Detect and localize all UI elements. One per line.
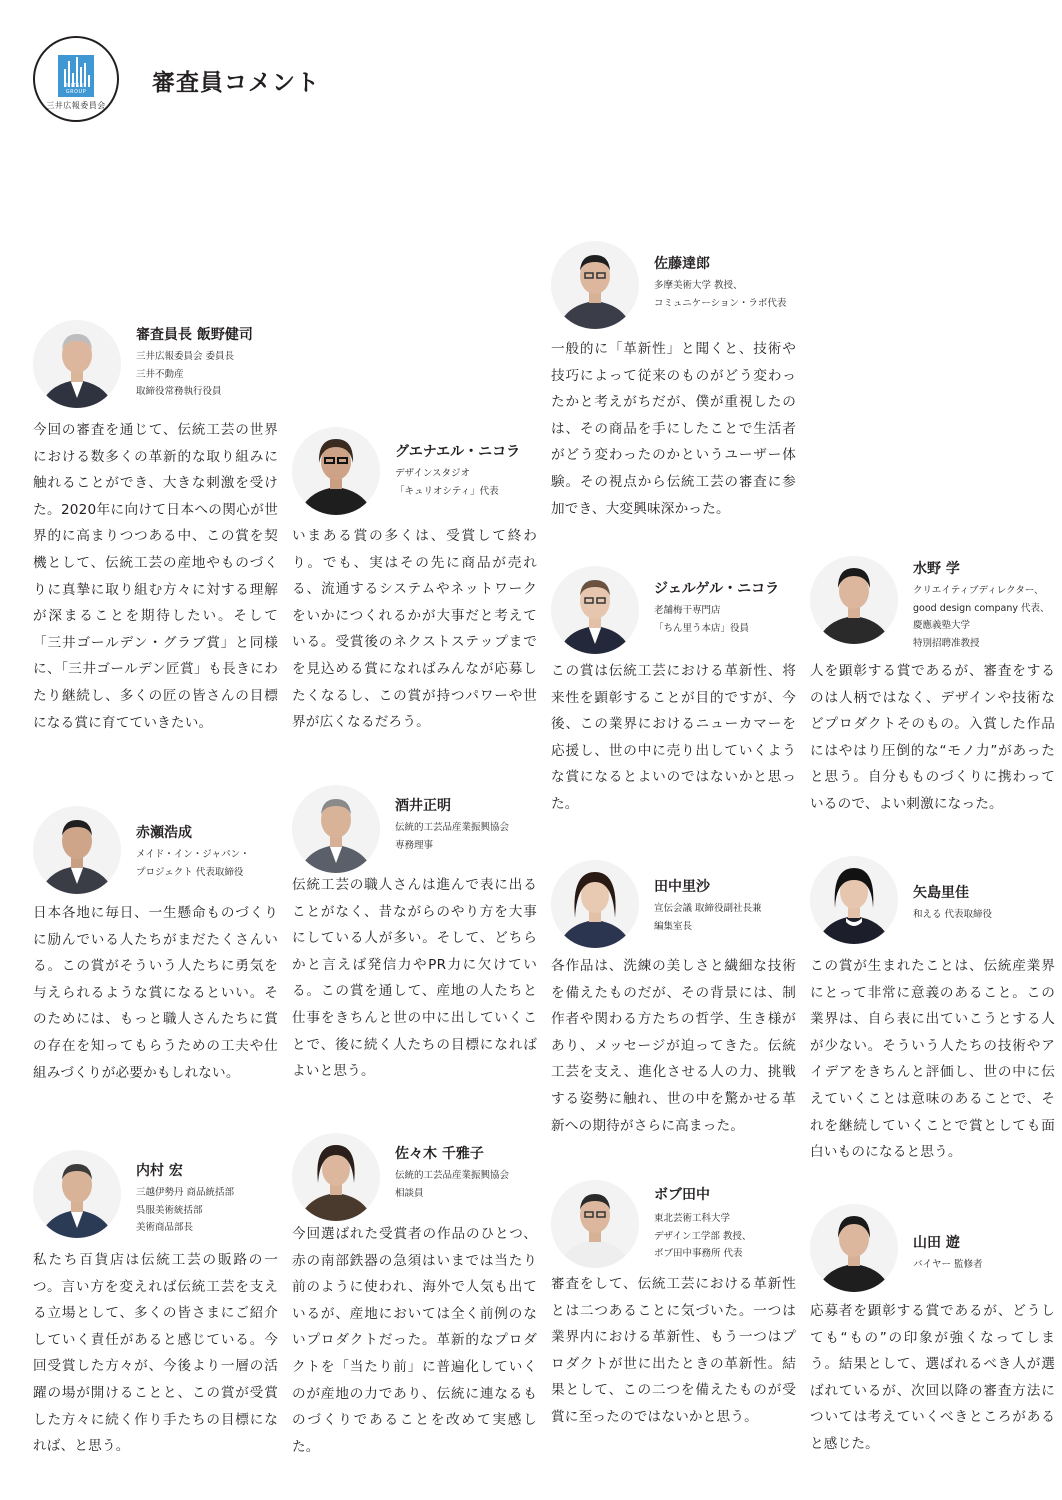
portrait-photo xyxy=(551,566,639,654)
juror-role: 三井広報委員会 委員長 三井不動産 取締役常務執行役員 xyxy=(136,351,235,397)
juror-role: 伝統的工芸品産業振興協会 相談員 xyxy=(395,1170,510,1199)
juror-name: 審査員長 飯野健司 xyxy=(136,327,253,343)
portrait-photo xyxy=(810,856,898,944)
juror-comment: 伝統工芸の職人さんは進んで表に出ることがなく、昔ながらのやり方を大事にしている人が多い。そして、どちらかと言えば発信力やPR力に欠けている。この賞を通して、産地の人たちと仕事をきちんと世の中に出していくことで、後に続く人たちの目標になればよいと思う。 xyxy=(292,877,537,1080)
juror-comment: いまある賞の多くは、受賞して終わり。でも、実はその先に商品が売れる、流通するシステムやネットワークをいかにつくれるかが大事だと考えている。受賞後のネクストステップまでを見込める賞になればみんなが応募したくなるし、この賞が持つパワーや世界が広くなるだろう。 xyxy=(292,528,537,731)
juror-role: デザインスタジオ 「キュリオシティ」代表 xyxy=(395,468,499,497)
juror-name: 赤瀬浩成 xyxy=(136,825,192,841)
juror-name: 佐藤達郎 xyxy=(654,256,710,272)
juror-name: 酒井正明 xyxy=(395,798,451,814)
portrait-photo xyxy=(551,860,639,948)
juror-role: バイヤー 監修者 xyxy=(913,1259,983,1270)
portrait-photo xyxy=(33,320,121,408)
portrait-photo xyxy=(33,806,121,894)
portrait-photo xyxy=(810,1204,898,1292)
portrait-photo xyxy=(292,785,380,873)
page-title: 審査員コメント xyxy=(152,70,320,96)
juror-comment: この賞は伝統工芸における革新性、将来性を顕彰することが目的ですが、今後、この業界におけるニューカマーを応援し、世の中に売り出していくような賞になるとよいのではないかと思った。 xyxy=(551,663,796,812)
portrait-photo xyxy=(292,427,380,515)
mitsui-logo xyxy=(33,36,119,122)
juror-comment: 日本各地に毎日、一生懸命ものづくりに励んでいる人たちがまだたくさんいる。この賞がそういう人たちに勇気を与えられるような賞になるといい。そのためには、もっと職人さんたちに賞の存在を知ってもらうための工夫や仕組みづくりが必要かもしれない。 xyxy=(33,905,278,1081)
juror-name: 佐々木 千雅子 xyxy=(395,1146,484,1162)
juror-role: クリエイティブディレクター、 good design company 代表、 慶應義塾大学 特別招聘准教授 xyxy=(913,585,1050,649)
juror-comment: この賞が生まれたことは、伝統産業界にとって非常に意義のあること。この業界は、自ら表に出ていこうとする人が少ない。そういう人たちの技術やアイデアをきちんと評価し、世の中に伝えていくことは意味のあることで、それを継続していくことで賞としても面白いものになると思う。 xyxy=(810,958,1055,1161)
juror-comment: 今回の審査を通じて、伝統工芸の世界における数多くの革新的な取り組みに触れることができ、大きな刺激を受けた。2020年に向けて日本への関心が世界的に高まりつつある中、この賞を契機として、伝統工芸の産地やものづくりに真摯に取り組む方々に対する理解が深まることを期待したい。そして「三井ゴールデン・グラブ賞」と同様に、「三井ゴールデン匠賞」も長きにわたり継続し、多くの匠の皆さんの目標になる賞に育てていきたい。 xyxy=(33,422,278,731)
juror-name: 田中里沙 xyxy=(654,879,710,895)
juror-name: 矢島里佳 xyxy=(913,885,969,901)
juror-role: 和える 代表取締役 xyxy=(913,909,993,920)
juror-name: 内村 宏 xyxy=(136,1163,183,1179)
juror-comment: 人を顕彰する賞であるが、審査をするのは人柄ではなく、デザインや技術などプロダクトそのもの。入賞した作品にはやはり圧倒的な“モノ力”があったと思う。自分もものづくりに携わっているので、よい刺激になった。 xyxy=(810,663,1055,812)
juror-name: ジェルゲル・ニコラ xyxy=(654,581,780,597)
logo-label: 三井広報委員会 xyxy=(46,101,106,110)
portrait-photo xyxy=(292,1133,380,1221)
logo-brand: MITSUI GROUP xyxy=(65,83,87,95)
juror-name: ボブ田中 xyxy=(654,1187,710,1203)
portrait-photo xyxy=(551,1180,639,1268)
juror-name: 水野 学 xyxy=(913,561,960,577)
juror-role: 老舗梅干専門店 「ちん里う本店」役員 xyxy=(654,605,750,634)
juror-comment: 応募者を顕彰する賞であるが、どうしても“もの”の印象が強くなってしまう。結果として、選ばれるべき人が選ばれているが、次回以降の審査方法については考えていくべきところがあると感じた。 xyxy=(810,1303,1055,1452)
juror-name: 山田 遊 xyxy=(913,1235,960,1251)
portrait-photo xyxy=(810,556,898,644)
juror-role: 東北芸術工科大学 デザイン工学部 教授、 ボブ田中事務所 代表 xyxy=(654,1213,752,1259)
juror-name: グエナエル・ニコラ xyxy=(395,444,521,460)
juror-comment: 各作品は、洗練の美しさと繊細な技術を備えたものだが、その背景には、制作者や関わる方たちの哲学、生き様があり、メッセージが迫ってきた。伝統工芸を支え、進化させる人の力、挑戦する姿勢に触れ、世の中を驚かせる革新への期待がさらに高まった。 xyxy=(551,958,796,1134)
juror-role: 三越伊勢丹 商品統括部 呉服美術統括部 美術商品部長 xyxy=(136,1187,235,1233)
portrait-photo xyxy=(33,1150,121,1238)
juror-comment: 一般的に「革新性」と聞くと、技術や技巧によって従来のものがどう変わったかと考えがちだが、僕が重視したのは、その商品を手にしたことで生活者がどう変わったのかというユーザー体験。その視点から伝統工芸の審査に参加でき、大変興味深かった。 xyxy=(551,341,796,517)
juror-comment: 今回選ばれた受賞者の作品のひとつ、赤の南部鉄器の急須はいまでは当たり前のように使われ、海外で人気も出ているが、産地においては全く前例のないプロダクトだった。革新的なプロダクトを「当たり前」に普遍化していくのが産地の力であり、伝統に連なるものづくりであることを改めて実感した。 xyxy=(292,1226,537,1455)
portrait-photo xyxy=(551,241,639,329)
juror-comment: 審査をして、伝統工芸における革新性とは二つあることに気づいた。一つは業界内における革新性、もう一つはプロダクトが世に出たときの革新性。結果として、この二つを備えたものが受賞に至ったのではないかと思う。 xyxy=(551,1276,796,1425)
juror-role: 伝統的工芸品産業振興協会 専務理事 xyxy=(395,822,510,851)
mitsui-emblem xyxy=(58,55,94,97)
juror-role: 多摩美術大学 教授、 コミュニケーション・ラボ代表 xyxy=(654,280,787,309)
juror-role: メイド・イン・ジャパン・ プロジェクト 代表取締役 xyxy=(136,849,250,878)
juror-comment: 私たち百貨店は伝統工芸の販路の一つ。言い方を変えれば伝統工芸を支える立場として、多くの皆さまにご紹介していく責任があると感じている。今回受賞した方々が、今後より一層の活躍の場が開けることと、この賞が受賞した方々に続く作り手たちの目標になれば、と思う。 xyxy=(33,1252,278,1455)
juror-role: 宣伝会議 取締役副社長兼 編集室長 xyxy=(654,903,762,932)
